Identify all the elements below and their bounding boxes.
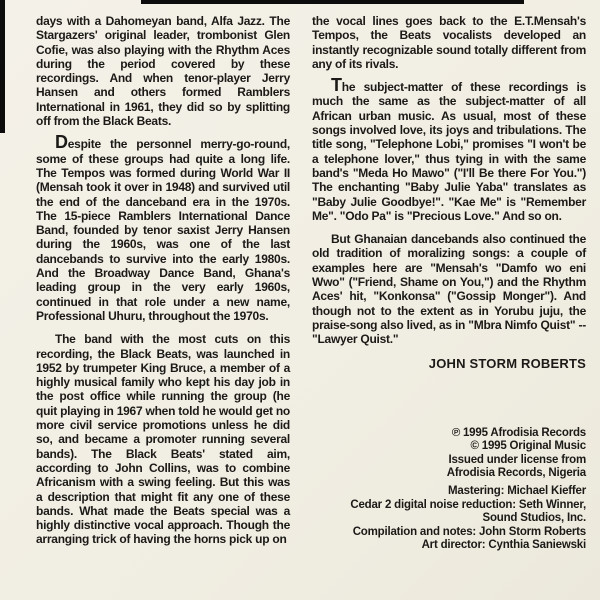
credit-noise-reduction-line-1: Cedar 2 digital noise reduction: Seth Winner, [350,498,586,511]
credit-art-director-line: Art director: Cynthia Saniewski [421,539,586,552]
paragraph-5-text: he subject-matter of these recordings is much the same as the subject-matter of all African urban music. As usual, most of these songs involved love, its joys and tribulations. The title song, "Telephone Lobi," promises "I won't be a telephone lover," thus tying in with the same band's "Meda Ho Mawo" ("I'll Be there For You.") The enchanting "Baby Julie Yaba" translates as "Baby Julie Goodbye!". "Kae Me" is "Remember Me". "Odo Pa" is "Precious Love." And so on. [312,80,586,223]
left-text-column [36,14,290,556]
paragraph-1-continuation: days with a Dahomeyan band, Alfa Jazz. The Stargazers' original leader, trombonist Glen Cofie, was also playing with the Rhythm Aces during the period covered by these recordings. And when tenor-player Jerry Hansen and others formed Ramblers International in 1961, they did so by splitting off from the Black Beats. [36,14,290,129]
paragraph-3-black-beats: The band with the most cuts on this recording, the Black Beats, was launched in 1952 by trumpeter King Bruce, a member of a highly musical family who kept his day job in the post office while running the group (he quit playing in 1967 when told he would get no more civil service promotions unless he did so, and became a promoter running several bands). The Black Beats' stated aim, according to John Collins, was to combine Africanism with a swing feeling. But this was a description that might fit any one of these bands. What made the Beats special was a highly distinctive vocal approach. Though the arranging trick of having the horns pick up on [36,332,290,547]
raised-cap-t: T [331,75,342,96]
credit-phonogram-line: ℗ 1995 Afrodisia Records [451,426,586,439]
scan-edge-top-bar [141,0,524,4]
paragraph-2-despite [36,132,290,323]
credit-mastering-line: Mastering: Michael Kieffer [448,484,586,497]
paragraph-6-moralizing-songs: But Ghanaian dancebands also continued the old tradition of moralizing songs: a couple of examples here are "Mensah's "Damfo wo eni Wwo" ("Friend, Shame on You,") and the Rhythm Aces' hit, "Konkonsa" ("Gossip Monger"). And though not to the extent as in Yorubu juju, the praise-song also lived, as in "Mbra Nimfo Quist" -- "Lawyer Quist." [312,232,586,347]
credit-compilation-line: Compilation and notes: John Storm Roberts [352,525,586,538]
raised-cap-d: D [55,132,68,153]
right-text-column [312,14,586,553]
credit-license-line-2: Afrodisia Records, Nigeria [446,467,586,480]
paragraph-4-continuation: the vocal lines goes back to the E.T.Mensah's Tempos, the Beats vocalists developed an instantly recognizable sound totally different from any of its rivals. [312,14,586,71]
paragraph-5-subject-matter [312,75,586,223]
credit-license-line-1: Issued under license from [448,453,586,466]
paragraph-2-text: espite the personnel merry-go-round, some of these groups had quite a long life. The Tempos was formed during World War II (Mensah took it over in 1948) and survived util the end of the danceband era in the 1970s. The 15-piece Ramblers International Dance Band, founded by tenor saxist Jerry Hansen during the 1960s, was one of the last dancebands to survive into the early 1980s. And the Broadway Dance Band, Ghana's leading group in the very early 1960s, continued in that role under a new name, Professional Uhuru, throughout the 1970s. [36,137,290,323]
credit-noise-reduction-line-2: Sound Studios, Inc. [482,512,586,525]
credit-copyright-line: © 1995 Original Music [470,440,586,453]
byline-author: JOHN STORM ROBERTS [428,355,586,371]
credits-block [312,427,586,553]
scan-edge-left-bar [0,0,5,133]
